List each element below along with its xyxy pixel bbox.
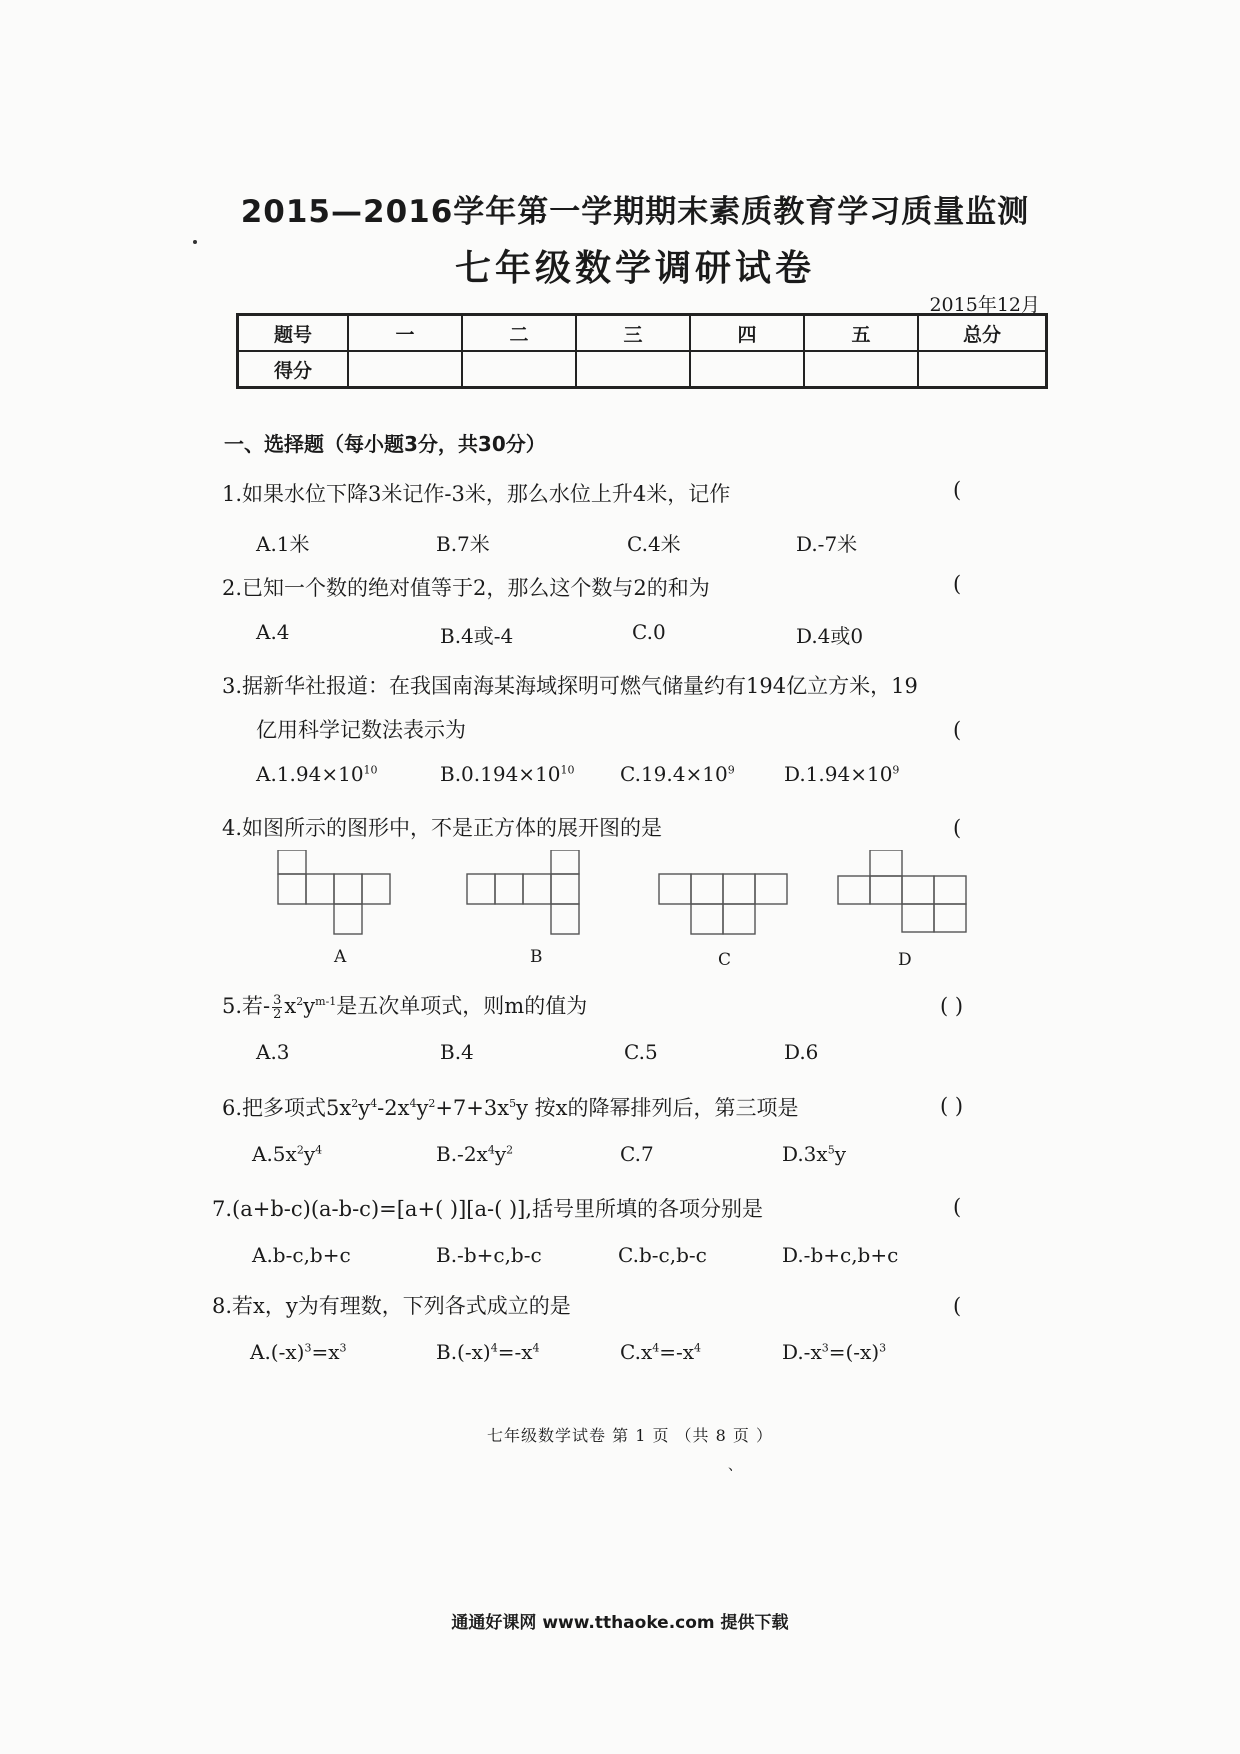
option-d: D.4或0 bbox=[796, 624, 864, 648]
option-a: $A.(-x)^3=x^3$ bbox=[250, 1340, 347, 1364]
source-watermark: 通通好课网 www.tthaoke.com 提供下载 bbox=[451, 1613, 789, 1633]
header-cell: 一 bbox=[348, 315, 462, 352]
answer-paren: ( ) bbox=[940, 1094, 964, 1118]
answer-paren: ( bbox=[953, 1195, 962, 1219]
option-a: A.4 bbox=[256, 620, 290, 644]
score-cell bbox=[348, 351, 462, 388]
option-d: $D.3x^5y$ bbox=[782, 1142, 846, 1166]
net-c bbox=[659, 874, 787, 934]
answer-paren: ( bbox=[953, 816, 962, 840]
option-d: D.-7米 bbox=[796, 532, 858, 556]
question-2-stem: 2.已知一个数的绝对值等于2，那么这个数与2的和为 bbox=[222, 576, 710, 600]
question-5-stem: 5.若- $\frac{3}{2}$ $x^2y^{m-1}$是五次单项式，则m的值为 bbox=[222, 993, 588, 1022]
header-cell: 总分 bbox=[918, 315, 1047, 352]
scan-mark: 、 bbox=[728, 1458, 742, 1474]
header-cell: 四 bbox=[690, 315, 804, 352]
option-c: $C.x^4=-x^4$ bbox=[620, 1340, 702, 1364]
option-a: A.3 bbox=[256, 1040, 290, 1064]
header-cell: 题号 bbox=[238, 315, 349, 352]
answer-paren: ( ) bbox=[940, 994, 964, 1018]
score-cell bbox=[462, 351, 576, 388]
option-d: $D.1.94\times 10^9$ bbox=[784, 762, 900, 786]
option-c: C.0 bbox=[632, 620, 666, 644]
net-label-d: D bbox=[898, 950, 912, 970]
score-cell bbox=[804, 351, 918, 388]
exam-title: 2015—2016学年第一学期期末素质教育学习质量监测 bbox=[240, 194, 1030, 230]
question-6-stem: 6.把多项式$5x^2y^4-2x^4y^2+7+3x^5y$ 按x的降幂排列后，第三项是 bbox=[222, 1096, 799, 1120]
option-b: B.4或-4 bbox=[440, 624, 514, 648]
page-footer: 七年级数学试卷 第 1 页 （共 8 页 ） bbox=[487, 1426, 773, 1445]
score-cell bbox=[576, 351, 690, 388]
option-c: C.5 bbox=[624, 1040, 658, 1064]
net-b bbox=[467, 850, 579, 934]
net-label-b: B bbox=[530, 947, 543, 967]
option-d: D.6 bbox=[784, 1040, 819, 1064]
score-cell bbox=[690, 351, 804, 388]
net-a bbox=[278, 850, 390, 934]
answer-paren: ( bbox=[953, 478, 962, 502]
score-table-header-row bbox=[238, 315, 1047, 352]
question-3-stem-cont: 亿用科学记数法表示为 bbox=[256, 718, 466, 742]
net-label-a: A bbox=[334, 947, 347, 967]
net-label-c: C bbox=[718, 950, 732, 970]
option-b: $B.-2x^4y^2$ bbox=[436, 1142, 514, 1166]
question-3-stem: 3.据新华社报道：在我国南海某海域探明可燃气储量约有194亿立方米，19 bbox=[222, 674, 918, 698]
option-a: A.1米 bbox=[256, 532, 310, 556]
question-8-stem: 8.若x，y为有理数，下列各式成立的是 bbox=[212, 1294, 571, 1318]
fraction: $\frac{3}{2}$ bbox=[273, 993, 282, 1022]
option-b: B.7米 bbox=[436, 532, 490, 556]
option-c: C.7 bbox=[620, 1142, 654, 1166]
option-a: A.b-c,b+c bbox=[252, 1243, 351, 1267]
score-table-score-row bbox=[238, 351, 1047, 388]
option-b: $B.0.194\times 10^{10}$ bbox=[440, 762, 575, 786]
option-d: $D.-x^3=(-x)^3$ bbox=[782, 1340, 887, 1364]
question-4-stem: 4.如图所示的图形中，不是正方体的展开图的是 bbox=[222, 816, 663, 840]
option-a: $A.5x^2y^4$ bbox=[252, 1142, 323, 1166]
score-cell bbox=[918, 351, 1047, 388]
section-title: 一、选择题（每小题3分，共30分） bbox=[224, 432, 546, 456]
answer-paren: ( bbox=[953, 572, 962, 596]
net-d bbox=[838, 850, 966, 932]
option-a: $A.1.94\times 10^{10}$ bbox=[256, 762, 378, 786]
cube-nets-svg bbox=[270, 850, 1000, 965]
header-cell: 二 bbox=[462, 315, 576, 352]
score-table bbox=[236, 313, 1048, 389]
exam-subtitle: 七年级数学调研试卷 bbox=[454, 248, 815, 289]
option-b: B.4 bbox=[440, 1040, 474, 1064]
option-b: $B.(-x)^4=-x^4$ bbox=[436, 1340, 540, 1364]
option-d: D.-b+c,b+c bbox=[782, 1243, 899, 1267]
question-7-stem: 7.(a+b-c)(a-b-c)=[a+( )][a-( )],括号里所填的各项分别是 bbox=[212, 1197, 764, 1221]
option-c: C.b-c,b-c bbox=[618, 1243, 707, 1267]
cube-nets-figure bbox=[270, 850, 1000, 965]
option-b: B.-b+c,b-c bbox=[436, 1243, 542, 1267]
score-label-cell: 得分 bbox=[238, 351, 349, 388]
exam-date: 2015年12月 bbox=[929, 294, 1040, 316]
answer-paren: ( bbox=[953, 1294, 962, 1318]
option-c: $C.19.4\times 10^9$ bbox=[620, 762, 735, 786]
header-cell: 五 bbox=[804, 315, 918, 352]
header-cell: 三 bbox=[576, 315, 690, 352]
answer-paren: ( bbox=[953, 718, 962, 742]
question-1-stem: 1.如果水位下降3米记作-3米，那么水位上升4米，记作 bbox=[222, 482, 731, 506]
option-c: C.4米 bbox=[627, 532, 681, 556]
